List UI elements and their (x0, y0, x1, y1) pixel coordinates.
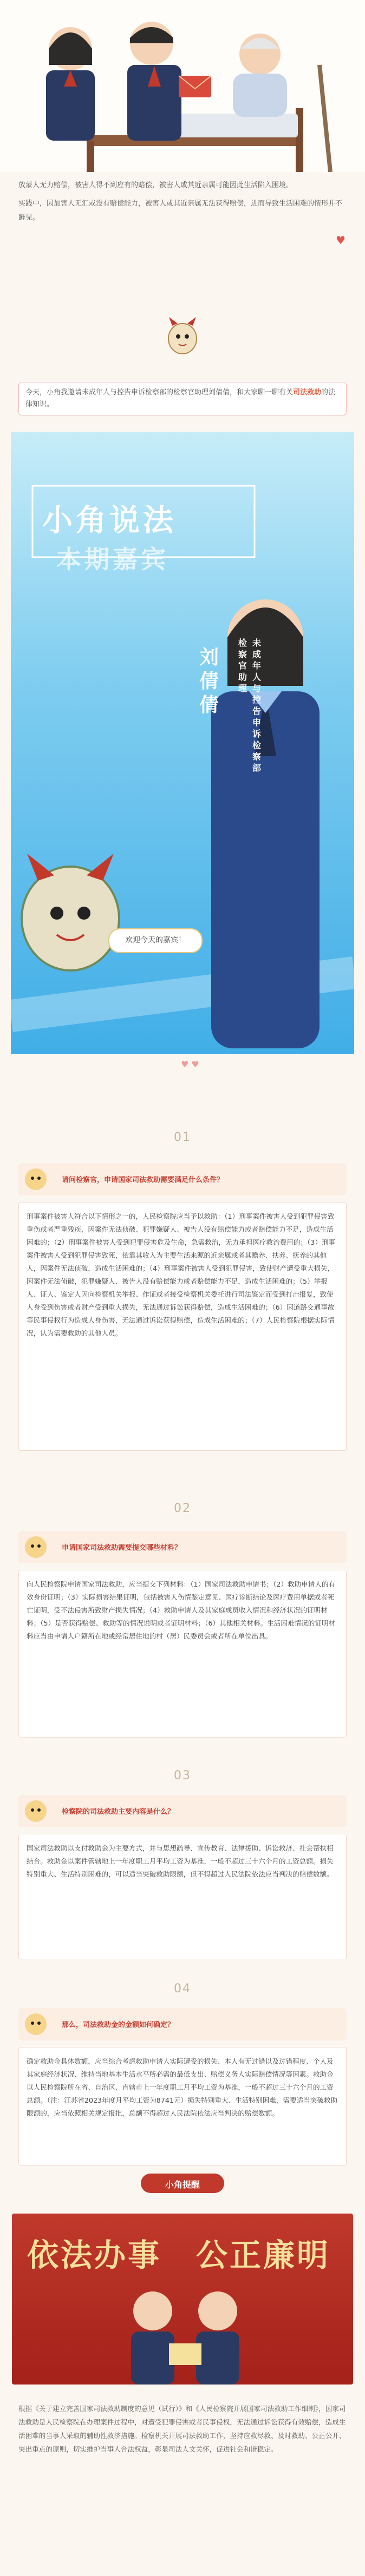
mascot-badge-icon (24, 1799, 48, 1823)
answer-text-4: 确定救助金具体数额，应当综合考虑救助申请人实际遭受的损失、本人有无过错以及过错程度、个人及其家庭经济状况、维持当地基本生活水平所必需的最低支出、赔偿义务人实际赔偿情况等因素。救助金以人民检察院所在省、自治区、直辖市上一年度职工月平均工资为基准，一般不超过三十六个月的工资总额。（注：江苏省2023年度月平均工资为8741元）损失特别重大、生活特别困难，需要适当突破救助限额的，应当依照相关规定报批，总额不得超过人民法院依法应当判决的赔偿数额。 (27, 2057, 338, 2117)
intro-highlight-box (18, 382, 347, 415)
heart-icon: ♥ (336, 234, 346, 247)
mascot-small (162, 314, 203, 357)
answer-body-3 (18, 1834, 347, 1959)
answer-text-3: 国家司法救助以支付救助金为主要方式，并与思想疏导、宣传教育、法律援助、诉讼救济、社会帮扶相结合。救助金以案件管辖地上一年度职工月平均工资为基准，一般不超过三十六个月的工资总额。损失特别重大、生活特别困难的，可以适当突破救助限额，但不得超过人民法院依法应当判决的赔偿数额。 (27, 1844, 334, 1878)
question-header-2 (18, 1531, 347, 1563)
section-number-2: 02 (174, 1502, 191, 1515)
highlight-prefix: 今天，小角我邀请未成年人与控告申诉检察部的检察官助理刘倩倩，和大家聊一聊有关 (25, 388, 294, 397)
question-header-1 (18, 1163, 347, 1195)
slogan-banner (12, 2214, 353, 2385)
guest-role: 检察官助理 (238, 638, 247, 693)
answer-text-1: 刑事案件被害人符合以下情形之一的，人民检察院应当予以救助：（1）刑事案件被害人受到犯罪侵害致重伤或者严重残疾，因案件无法侦破、犯罪嫌疑人、被告人没有赔偿能力或者赔偿能力不足，造成生活困难的；（2）刑事案件被害人受到犯罪侵害危及生命，急需救治，无力承担医疗救治费用的；（3）刑事案件被害人受到犯罪侵害致死，依靠其收入为主要生活来源的近亲属或者其赡养、扶养、抚养的其他人，因案件无法侦破，造成生活困难的；（4）刑事案件被害人受到犯罪侵害，致使财产遭受重大损失，因案件无法侦破，犯罪嫌疑人、被告人没有赔偿能力或者赔偿能力不足，造成生活困难的；（5）举报人、证人、鉴定人因向检察机关举报、作证或者接受检察机关委托进行司法鉴定而受到打击报复，致使人身受到伤害或者财产受到重大损失，无法通过诉讼获得赔偿，造成生活困难的；（6）因道路交通事故等民事侵权行为造成人身伤害，无法通过诉讼获得赔偿，造成生活困难的；（7）人民检察院根据实际情况，认为需要救助的其他人员。 (27, 1212, 336, 1337)
guest-banner (11, 432, 354, 1054)
guest-title-main: 小角说法 (42, 503, 177, 538)
reminder-tag-label: 小角提醒 (165, 2179, 200, 2190)
answer-body-4 (18, 2047, 347, 2166)
answer-body-2 (18, 1570, 347, 1738)
slogan-left: 依法办事 (27, 2237, 162, 2274)
highlight-keyword: 司法救助 (293, 388, 322, 397)
mascot-badge-icon (24, 2012, 48, 2036)
question-header-3 (18, 1795, 347, 1827)
guest-dept: 未成年人与控告申诉检察部 (252, 638, 262, 773)
section-number-1: 01 (174, 1131, 191, 1144)
question-header-4 (18, 2008, 347, 2040)
section-number-4: 04 (174, 1982, 191, 1996)
hero-illustration (0, 0, 365, 172)
heart-icon-small: ♥ ♥ (181, 1059, 199, 1069)
question-text-3: 检察院的司法救助主要内容是什么？ (62, 1808, 175, 1816)
banner-figures (99, 2284, 272, 2385)
mascot-badge-icon (24, 1535, 48, 1559)
answer-body-1 (18, 1202, 347, 1451)
reminder-tag (141, 2171, 224, 2195)
mascot-icon (162, 314, 203, 357)
intro-paragraph-2: 实践中，因加害人无汇或没有赔偿能力，被害人或其近亲属无法获得赔偿，进而导致生活困难的情形并不鲜见。 (18, 200, 343, 222)
question-text-2: 申请国家司法救助需要提交哪些材料？ (62, 1544, 182, 1552)
guest-title-sub: 本期嘉宾 (56, 545, 169, 574)
answer-text-2: 向人民检察院申请国家司法救助，应当提交下列材料：（1）国家司法救助申请书；（2）救助申请人的有效身份证明；（3）实际损害结果证明，包括被害人伤情鉴定意见、医疗诊断结论及医疗费用单据或者死亡证明，受不法侵害所致财产损失情况；（4）救助申请人及其家庭成员收入情况和经济状况的证明材料；（5）是否获得赔偿、救助等的情况说明或者证明材料；（6）其他相关材料。生活困难情况的证明材料应当由申请人户籍所在地或经常居住地的村（居）民委员会或者所在单位出具。 (27, 1580, 336, 1640)
intro-text (18, 179, 347, 229)
mascot-badge-icon (24, 1167, 48, 1191)
guest-name: 刘倩倩 (199, 646, 219, 716)
question-text-1: 请问检察官，申请国家司法救助需要满足什么条件？ (62, 1176, 224, 1184)
welcome-bubble: 欢迎今天的嘉宾！ (108, 928, 203, 953)
section-number-3: 03 (174, 1769, 191, 1782)
intro-paragraph-1: 放蒙人无力赔偿，被害人得不到应有的赔偿，被害人或其近亲属可能因此生活陷入困境。 (18, 181, 294, 189)
slogan-right: 公正廉明 (196, 2237, 331, 2274)
footer-paragraph: 根据《关于建立完善国家司法救助制度的意见（试行）》和《人民检察院开展国家司法救助工作细则》，国家司法救助是人民检察院在办理案件过程中，对遭受犯罪侵害或者民事侵权，无法通过诉讼获得有效赔偿，造成生活困难的当事人采取的辅助性救济措施。检察机关开展司法救助工作，坚持应救尽救、及时救助、公正公开、突出重点的原则，切实维护当事人合法权益，彰显司法人文关怀，促进社会和谐稳定。 (18, 2405, 346, 2453)
question-text-4: 那么，司法救助金的金额如何确定？ (62, 2021, 175, 2029)
hero-cartoon-scene (0, 0, 365, 172)
highlight-suffix: 的法律知识。 (25, 388, 336, 408)
